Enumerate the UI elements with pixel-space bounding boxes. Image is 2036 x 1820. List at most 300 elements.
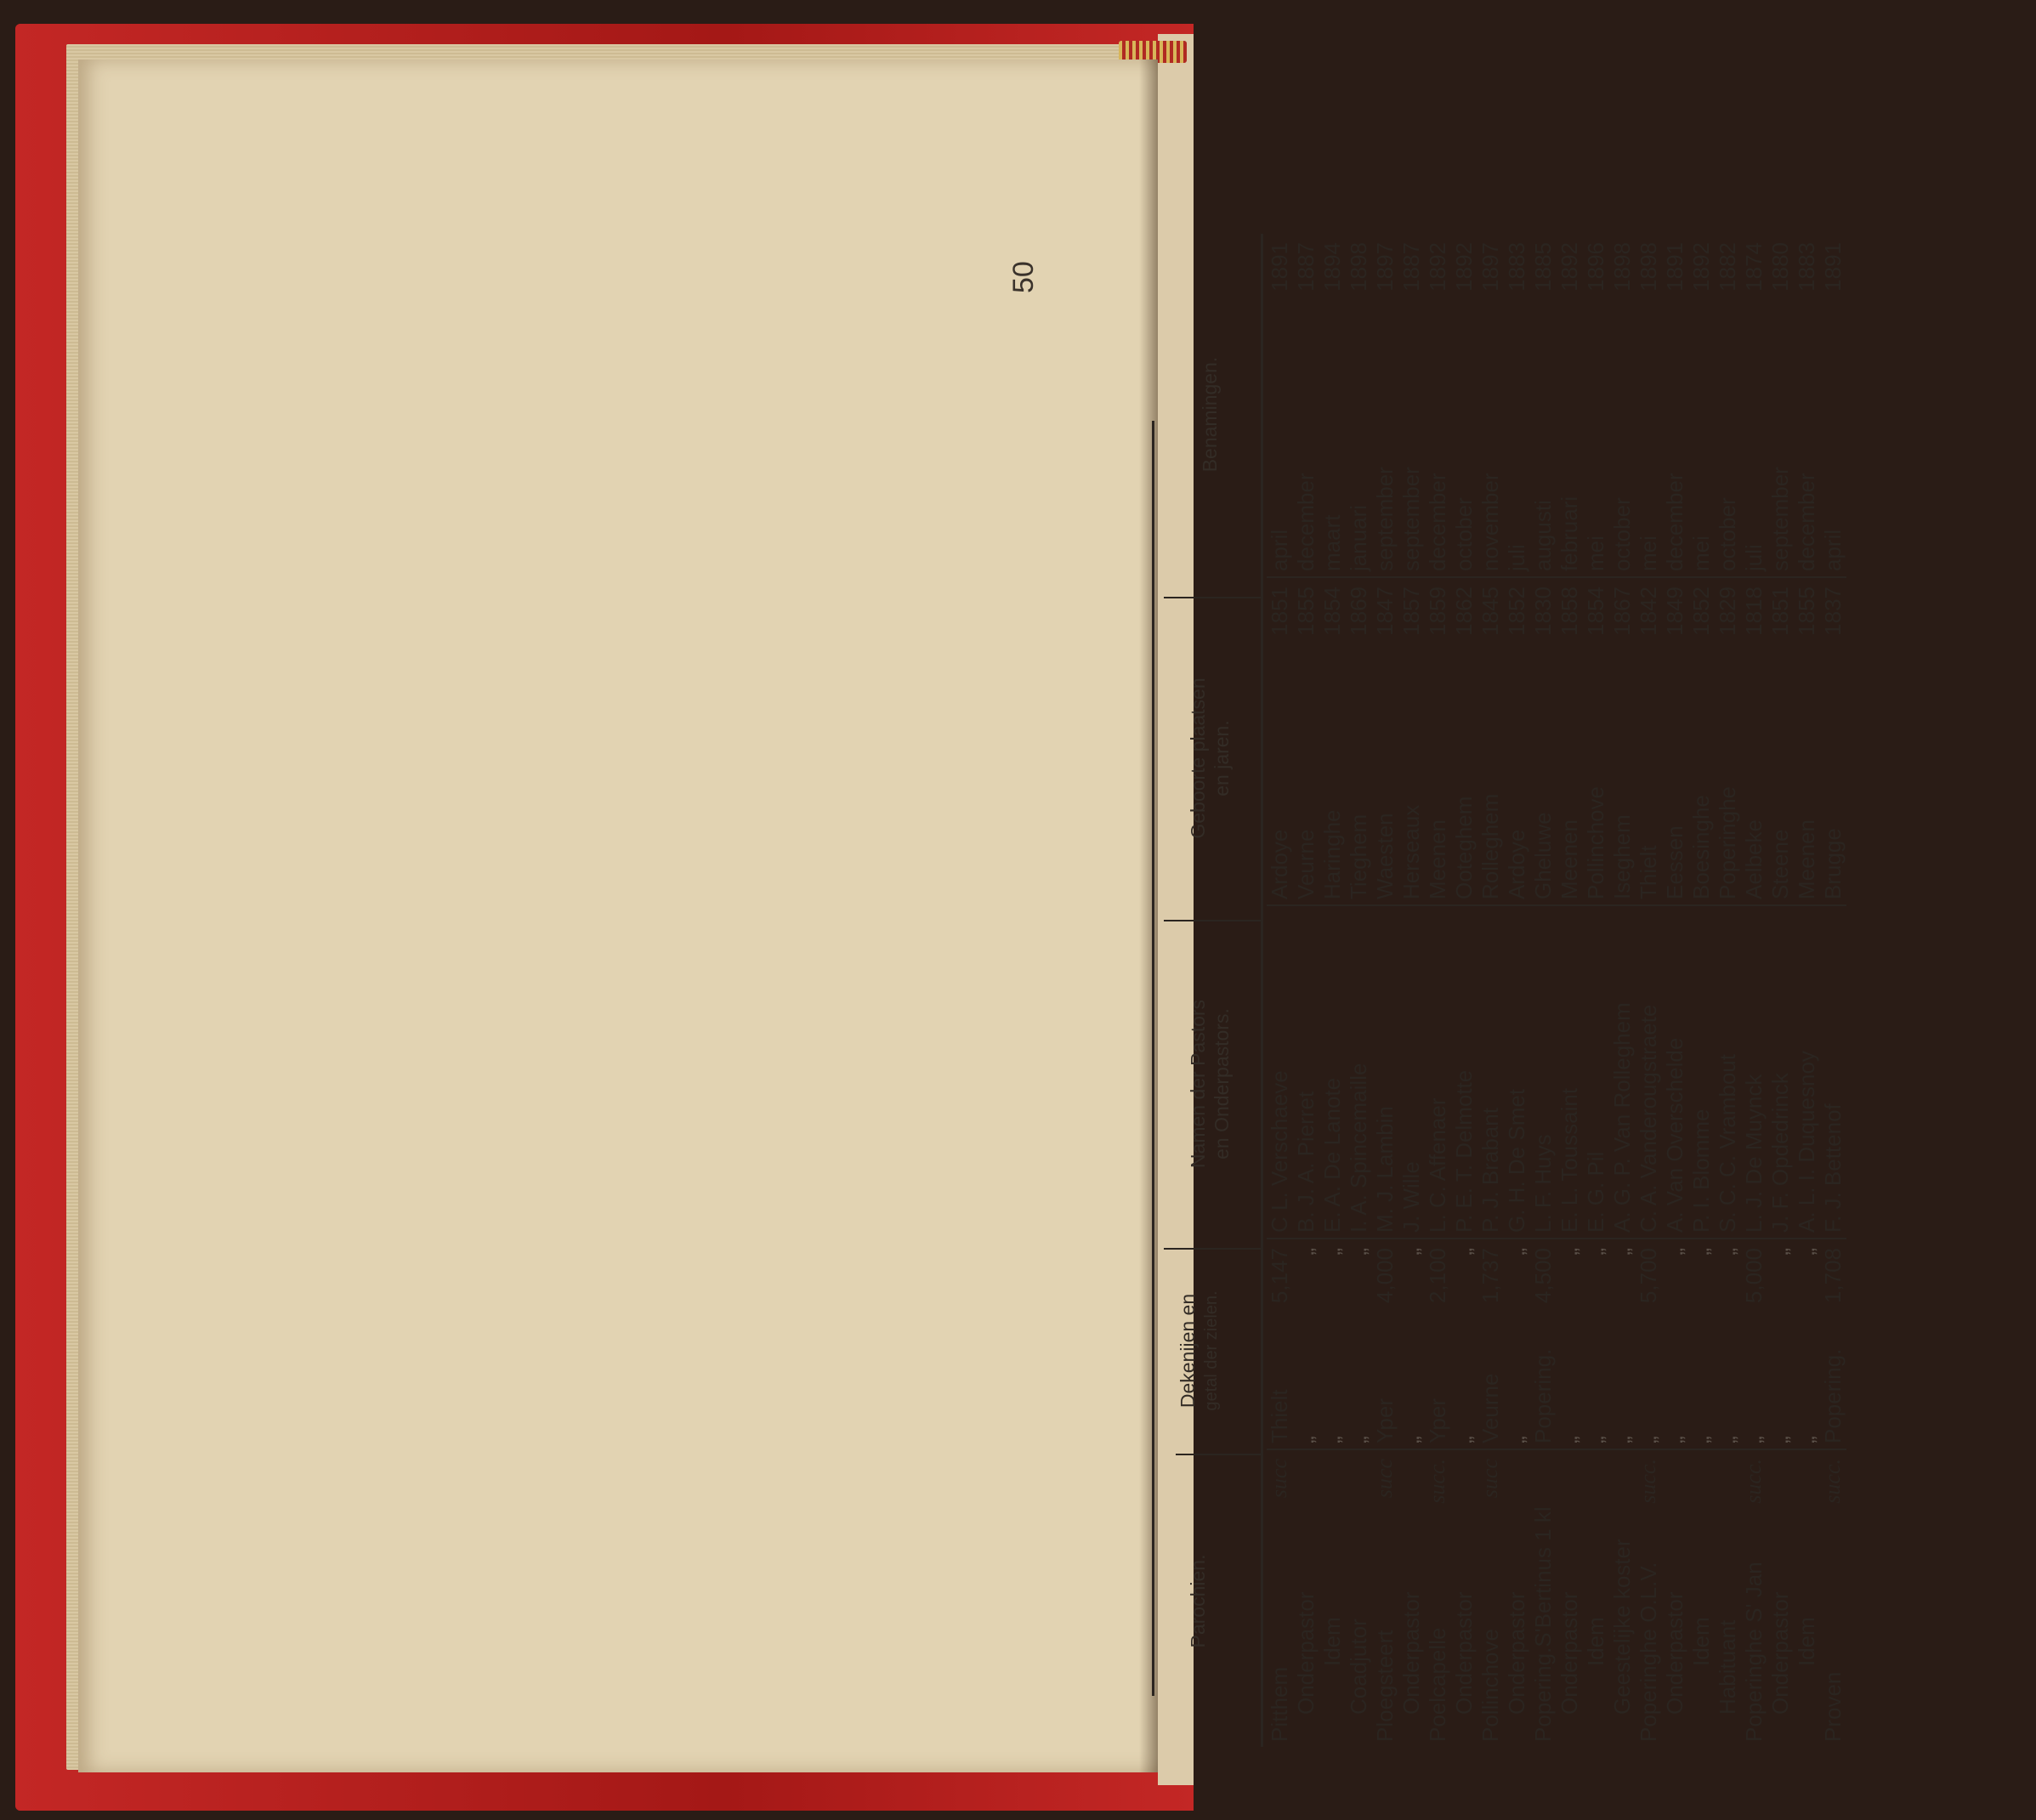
appointment-cell-content	[1557, 234, 1583, 571]
birth-place: Herseaux	[1398, 804, 1424, 899]
table-row	[1794, 234, 1820, 1747]
deanery-cell	[1662, 1239, 1688, 1449]
deanery-cell	[1293, 1239, 1319, 1449]
appointment-cell	[1293, 234, 1319, 577]
appointment-cell-content	[1583, 234, 1609, 571]
header-dekenijen	[1176, 1248, 1261, 1455]
deanery-cell	[1715, 1239, 1741, 1449]
parish-name: Idem	[1319, 1617, 1345, 1666]
pastor-name: J. Wille	[1398, 905, 1425, 1239]
birth-year: 1818	[1741, 587, 1767, 636]
deanery-cell	[1398, 1239, 1425, 1449]
souls-count: 4,000	[1372, 1248, 1398, 1304]
birth-year: 1855	[1293, 587, 1319, 636]
appointment-month: juli	[1504, 544, 1529, 571]
appointment-cell-content	[1662, 234, 1688, 571]
souls-count: „	[1451, 1248, 1477, 1256]
table-row	[1662, 234, 1688, 1747]
birth-cell	[1477, 577, 1504, 905]
appointment-month: december	[1425, 473, 1450, 571]
birth-place: Haringhe	[1319, 809, 1345, 899]
clergy-table	[1267, 234, 1846, 1747]
appointment-month: november	[1477, 473, 1503, 571]
appointment-cell	[1820, 234, 1846, 577]
appointment-month: december	[1293, 473, 1319, 571]
pastor-name: B. J. A. Pierret	[1293, 905, 1319, 1239]
birth-year: 1855	[1794, 587, 1819, 636]
birth-cell-content	[1451, 578, 1477, 899]
appointment-month: december	[1662, 473, 1687, 571]
birth-cell-content	[1609, 578, 1636, 899]
pastor-name: E. G. Pil	[1583, 905, 1609, 1239]
appointment-year: 1887	[1398, 242, 1424, 292]
appointment-cell	[1267, 234, 1293, 577]
pastor-name: E. A. De Lanote	[1319, 905, 1346, 1239]
table-row	[1820, 234, 1846, 1747]
birth-year: 1857	[1398, 587, 1424, 636]
birth-cell-content	[1583, 578, 1609, 899]
parish-cell	[1398, 1449, 1425, 1747]
birth-place: Iseghem	[1609, 814, 1635, 899]
parish-name: Idem	[1688, 1617, 1714, 1666]
birth-cell	[1820, 577, 1846, 905]
appointment-cell	[1609, 234, 1636, 577]
appointment-cell-content	[1741, 234, 1767, 571]
birth-place: Meenen	[1425, 819, 1450, 899]
deanery-cell-content	[1451, 1239, 1477, 1443]
birth-cell	[1715, 577, 1741, 905]
appointment-month: september	[1767, 467, 1793, 571]
souls-count: „	[1319, 1248, 1345, 1256]
parish-cell-content	[1636, 1450, 1662, 1742]
deanery-name: „	[1662, 1436, 1687, 1443]
header-geboorte	[1164, 597, 1261, 921]
table-row	[1319, 234, 1346, 1747]
pastor-name: C L. Verschaeve	[1267, 905, 1293, 1239]
table-row	[1425, 234, 1451, 1747]
deanery-cell	[1477, 1239, 1504, 1449]
deanery-cell-content	[1372, 1239, 1398, 1443]
table-row	[1636, 234, 1662, 1747]
appointment-cell	[1767, 234, 1794, 577]
deanery-name: „	[1398, 1436, 1424, 1443]
appointment-year: 1891	[1267, 242, 1292, 292]
deanery-cell	[1688, 1239, 1715, 1449]
birth-cell-content	[1557, 578, 1583, 899]
parish-cell	[1662, 1449, 1688, 1747]
appointment-cell	[1557, 234, 1583, 577]
parish-name: Popering.S'Bertinus 1 kl	[1530, 1506, 1556, 1742]
parish-cell	[1451, 1449, 1477, 1747]
parish-cell-content	[1504, 1450, 1530, 1715]
appointment-month: mei	[1583, 536, 1608, 571]
table-row	[1609, 234, 1636, 1747]
appointment-cell	[1398, 234, 1425, 577]
birth-cell-content	[1504, 578, 1530, 899]
parish-cell	[1609, 1449, 1636, 1747]
deanery-name: Popering.	[1530, 1348, 1556, 1443]
deanery-cell	[1346, 1239, 1372, 1449]
birth-year: 1854	[1319, 587, 1345, 636]
appointment-cell	[1583, 234, 1609, 577]
appointment-year: 1887	[1293, 242, 1319, 292]
parish-name: Pollinchove	[1477, 1629, 1503, 1742]
succ-marker: succ	[1477, 1459, 1502, 1499]
deanery-name: „	[1319, 1436, 1345, 1443]
birth-cell	[1557, 577, 1583, 905]
parish-name: Idem	[1794, 1617, 1819, 1666]
birth-year: 1847	[1372, 587, 1398, 636]
deanery-name: „	[1609, 1436, 1635, 1443]
birth-place: Eessen	[1662, 825, 1687, 899]
birth-place: Rolleghem	[1477, 793, 1503, 899]
deanery-cell	[1425, 1239, 1451, 1449]
pastor-name: J. F. Opdedrinck	[1767, 905, 1794, 1239]
table-row	[1741, 234, 1767, 1747]
parish-cell-content	[1715, 1450, 1741, 1715]
birth-year: 1830	[1530, 587, 1556, 636]
birth-place: Boesinghe	[1688, 795, 1714, 899]
clergy-table-body	[1267, 234, 1846, 1747]
appointment-year: 1898	[1609, 242, 1635, 292]
parish-cell	[1767, 1449, 1794, 1747]
header-namen-line1: Namen der Pastors	[1187, 999, 1209, 1169]
parish-cell	[1293, 1449, 1319, 1747]
deanery-cell-content	[1425, 1239, 1451, 1443]
birth-cell-content	[1741, 578, 1767, 899]
birth-year: 1858	[1557, 587, 1582, 636]
birth-year: 1851	[1767, 587, 1793, 636]
birth-year: 1851	[1267, 587, 1292, 636]
deanery-cell-content	[1583, 1239, 1609, 1443]
table-row	[1346, 234, 1372, 1747]
appointment-year: 1882	[1715, 242, 1740, 292]
appointment-cell-content	[1398, 234, 1425, 571]
deanery-name: „	[1346, 1436, 1371, 1443]
appointment-year: 1892	[1688, 242, 1714, 292]
appointment-cell-content	[1530, 234, 1557, 571]
appointment-month: juli	[1741, 544, 1767, 571]
table-row	[1715, 234, 1741, 1747]
birth-place: Waesten	[1372, 813, 1398, 899]
appointment-cell-content	[1425, 234, 1451, 571]
parish-name: Coadjutor	[1346, 1619, 1371, 1715]
birth-cell	[1688, 577, 1715, 905]
birth-place: Steene	[1767, 829, 1793, 899]
parish-name: Onderpastor	[1557, 1591, 1582, 1715]
appointment-year: 1891	[1820, 242, 1846, 292]
birth-cell-content	[1767, 578, 1794, 899]
appointment-cell	[1688, 234, 1715, 577]
parish-name: Poperinghe S' Jan	[1741, 1562, 1767, 1742]
birth-cell-content	[1319, 578, 1346, 899]
birth-year: 1852	[1688, 587, 1714, 636]
appointment-cell-content	[1319, 234, 1346, 571]
appointment-cell	[1346, 234, 1372, 577]
birth-cell-content	[1293, 578, 1319, 899]
parish-cell	[1715, 1449, 1741, 1747]
table-row	[1477, 234, 1504, 1747]
birth-year: 1859	[1425, 587, 1450, 636]
appointment-year: 1885	[1530, 242, 1556, 292]
parish-cell	[1557, 1449, 1583, 1747]
appointment-cell-content	[1794, 234, 1820, 571]
parish-name: Onderpastor	[1398, 1591, 1424, 1715]
parish-cell-content	[1662, 1450, 1688, 1715]
parish-name: Onderpastor	[1293, 1591, 1319, 1715]
parish-cell	[1477, 1449, 1504, 1747]
parish-cell-content	[1741, 1450, 1767, 1742]
deanery-cell	[1609, 1239, 1636, 1449]
appointment-cell	[1425, 234, 1451, 577]
appointment-year: 1892	[1451, 242, 1477, 292]
deanery-name: Veurne	[1477, 1373, 1503, 1443]
parish-cell	[1741, 1449, 1767, 1747]
parish-name: Poelcapelle	[1425, 1627, 1450, 1742]
appointment-month: januari	[1346, 504, 1371, 571]
birth-place: Gheluwe	[1530, 812, 1556, 899]
birth-cell	[1767, 577, 1794, 905]
deanery-cell	[1267, 1239, 1293, 1449]
parish-cell-content	[1372, 1450, 1398, 1742]
table-row	[1767, 234, 1794, 1747]
header-namen	[1164, 920, 1261, 1250]
birth-place: Tieghem	[1346, 814, 1371, 899]
deanery-cell-content	[1636, 1239, 1662, 1443]
birth-cell	[1636, 577, 1662, 905]
birth-place: Meenen	[1557, 819, 1582, 899]
birth-place: Brugge	[1820, 828, 1846, 899]
table-row	[1451, 234, 1477, 1747]
succ-marker: succ.	[1741, 1459, 1766, 1504]
parish-cell	[1820, 1449, 1846, 1747]
appointment-month: september	[1398, 467, 1424, 571]
pastor-name: I. A. Spincemaille	[1346, 905, 1372, 1239]
deanery-cell-content	[1688, 1239, 1715, 1443]
deanery-cell-content	[1820, 1239, 1846, 1443]
appointment-cell	[1741, 234, 1767, 577]
deanery-name: „	[1636, 1436, 1661, 1443]
appointment-month: december	[1794, 473, 1819, 571]
birth-cell	[1425, 577, 1451, 905]
birth-year: 1849	[1662, 587, 1687, 636]
appointment-month: maart	[1319, 514, 1345, 571]
appointment-month: april	[1267, 529, 1292, 571]
deanery-cell	[1767, 1239, 1794, 1449]
parish-cell-content	[1425, 1450, 1451, 1742]
deanery-name: „	[1767, 1436, 1793, 1443]
birth-cell	[1293, 577, 1319, 905]
birth-cell	[1451, 577, 1477, 905]
appointment-cell	[1715, 234, 1741, 577]
deanery-cell	[1372, 1239, 1398, 1449]
birth-year: 1854	[1583, 587, 1608, 636]
appointment-cell	[1636, 234, 1662, 577]
parish-cell	[1504, 1449, 1530, 1747]
souls-count: 1,737	[1477, 1248, 1503, 1304]
succ-marker: succ	[1267, 1459, 1291, 1499]
birth-cell-content	[1636, 578, 1662, 899]
appointment-cell	[1794, 234, 1820, 577]
appointment-month: februari	[1557, 496, 1582, 571]
appointment-year: 1874	[1741, 242, 1767, 292]
souls-count: 5,000	[1741, 1248, 1767, 1304]
table-row	[1557, 234, 1583, 1747]
appointment-month: mei	[1636, 536, 1661, 571]
table-row	[1530, 234, 1557, 1747]
appointment-cell	[1372, 234, 1398, 577]
souls-count: „	[1583, 1248, 1608, 1256]
birth-year: 1845	[1477, 587, 1503, 636]
appointment-cell-content	[1715, 234, 1741, 571]
parish-name: Onderpastor	[1662, 1591, 1687, 1715]
appointment-cell-content	[1609, 234, 1636, 571]
souls-count: „	[1767, 1248, 1793, 1256]
birth-place: Poperinghe	[1715, 786, 1740, 899]
souls-count: „	[1504, 1248, 1529, 1256]
appointment-month: october	[1451, 497, 1477, 571]
parish-name: Ploegsteert	[1372, 1630, 1398, 1742]
deanery-cell-content	[1504, 1239, 1530, 1443]
header-benamingen	[1164, 232, 1261, 598]
deanery-cell-content	[1767, 1239, 1794, 1443]
pastor-name: L. F. Huys	[1530, 905, 1557, 1239]
pastor-name: A. L. I. Duquesnoy	[1794, 905, 1820, 1239]
deanery-name: Yper	[1425, 1398, 1450, 1443]
pastor-name: L. C. Affenaer	[1425, 905, 1451, 1239]
souls-count: 2,100	[1425, 1248, 1450, 1304]
pastor-name: A. Van Overschelde	[1662, 905, 1688, 1239]
appointment-cell-content	[1636, 234, 1662, 571]
table-row	[1398, 234, 1425, 1747]
succ-marker: succ	[1372, 1459, 1397, 1499]
appointment-cell-content	[1267, 234, 1293, 571]
birth-cell-content	[1662, 578, 1688, 899]
birth-place: Ardoye	[1267, 829, 1292, 899]
birth-place: Aelbeke	[1741, 819, 1767, 899]
deanery-name: „	[1293, 1436, 1319, 1443]
appointment-year: 1883	[1504, 242, 1529, 292]
deanery-name: „	[1715, 1436, 1740, 1443]
birth-place: Pollinchove	[1583, 786, 1608, 899]
parish-name: Idem	[1583, 1617, 1608, 1666]
appointment-month: september	[1372, 467, 1398, 571]
birth-place: Meenen	[1794, 819, 1819, 899]
birth-place: Ardoye	[1504, 829, 1529, 899]
deanery-name: Popering.	[1820, 1348, 1846, 1443]
parish-name: Poperinghe O.L.V.	[1636, 1562, 1661, 1742]
appointment-cell-content	[1767, 234, 1794, 571]
parish-cell	[1372, 1449, 1398, 1747]
parish-name: Geestelijke koster	[1609, 1539, 1635, 1715]
birth-cell	[1662, 577, 1688, 905]
souls-count: „	[1398, 1248, 1424, 1256]
deanery-name: „	[1504, 1436, 1529, 1443]
birth-cell-content	[1794, 578, 1820, 899]
appointment-year: 1891	[1662, 242, 1687, 292]
table-row	[1267, 234, 1293, 1747]
deanery-cell	[1451, 1239, 1477, 1449]
appointment-year: 1897	[1372, 242, 1398, 292]
souls-count: „	[1688, 1248, 1714, 1256]
birth-year: 1852	[1504, 587, 1529, 636]
parish-name: Onderpastor	[1767, 1591, 1793, 1715]
souls-count: „	[1794, 1248, 1819, 1256]
appointment-cell-content	[1688, 234, 1715, 571]
birth-year: 1829	[1715, 587, 1740, 636]
birth-cell-content	[1346, 578, 1372, 899]
birth-cell	[1319, 577, 1346, 905]
succ-marker: succ.	[1636, 1459, 1660, 1504]
deanery-cell	[1504, 1239, 1530, 1449]
parish-cell	[1688, 1449, 1715, 1747]
birth-cell-content	[1372, 578, 1398, 899]
page-number: 50	[1007, 261, 1040, 293]
table-row	[1372, 234, 1398, 1747]
succ-marker: succ.	[1425, 1459, 1449, 1504]
birth-year: 1837	[1820, 587, 1846, 636]
deanery-name: „	[1688, 1436, 1714, 1443]
pastor-name: S. C. C. Vrambout	[1715, 905, 1741, 1239]
birth-cell	[1267, 577, 1293, 905]
parish-cell-content	[1583, 1450, 1609, 1666]
parish-cell-content	[1267, 1450, 1293, 1742]
appointment-month: october	[1715, 497, 1740, 571]
pastor-name: G. H. De Smet	[1504, 905, 1530, 1239]
deanery-name: Thielt	[1267, 1389, 1292, 1443]
header-parochien-text: Parochien.	[1187, 1554, 1209, 1648]
appointment-cell	[1530, 234, 1557, 577]
deanery-cell	[1741, 1239, 1767, 1449]
deanery-cell-content	[1530, 1239, 1557, 1443]
parish-cell	[1636, 1449, 1662, 1747]
deanery-cell-content	[1557, 1239, 1583, 1443]
souls-count: 4,500	[1530, 1248, 1556, 1304]
birth-year: 1869	[1346, 587, 1371, 636]
birth-cell-content	[1530, 578, 1557, 899]
birth-cell	[1609, 577, 1636, 905]
birth-cell-content	[1425, 578, 1451, 899]
birth-cell-content	[1267, 578, 1293, 899]
souls-count: 5,147	[1267, 1248, 1292, 1304]
appointment-month: october	[1609, 497, 1635, 571]
birth-cell	[1398, 577, 1425, 905]
parish-cell-content	[1319, 1450, 1346, 1666]
deanery-cell-content	[1609, 1239, 1636, 1443]
header-geboorte-line1: Geboorte plaatsen	[1187, 678, 1209, 839]
succ-marker: succ.	[1820, 1459, 1845, 1504]
appointment-year: 1892	[1425, 242, 1450, 292]
header-benamingen-text: Benamingen.	[1199, 356, 1221, 473]
appointment-cell-content	[1451, 234, 1477, 571]
header-namen-line2: en Onderpastors.	[1211, 1008, 1233, 1159]
appointment-year: 1898	[1636, 242, 1661, 292]
book-page	[78, 60, 1158, 1772]
rotated-table-container	[1007, 234, 2036, 1747]
pastor-name: F. J. Bettenof	[1820, 905, 1846, 1239]
birth-year: 1867	[1609, 587, 1635, 636]
appointment-cell-content	[1504, 234, 1530, 571]
birth-cell	[1741, 577, 1767, 905]
parish-cell	[1583, 1449, 1609, 1747]
birth-cell-content	[1820, 578, 1846, 899]
parish-name: Onderpastor	[1504, 1591, 1529, 1715]
deanery-cell-content	[1267, 1239, 1293, 1443]
header-dekenijen-line2: getal der zielen.	[1202, 1290, 1221, 1411]
parish-cell-content	[1688, 1450, 1715, 1666]
pastor-name: M. J. Lambin	[1372, 905, 1398, 1239]
deanery-cell-content	[1794, 1239, 1820, 1443]
